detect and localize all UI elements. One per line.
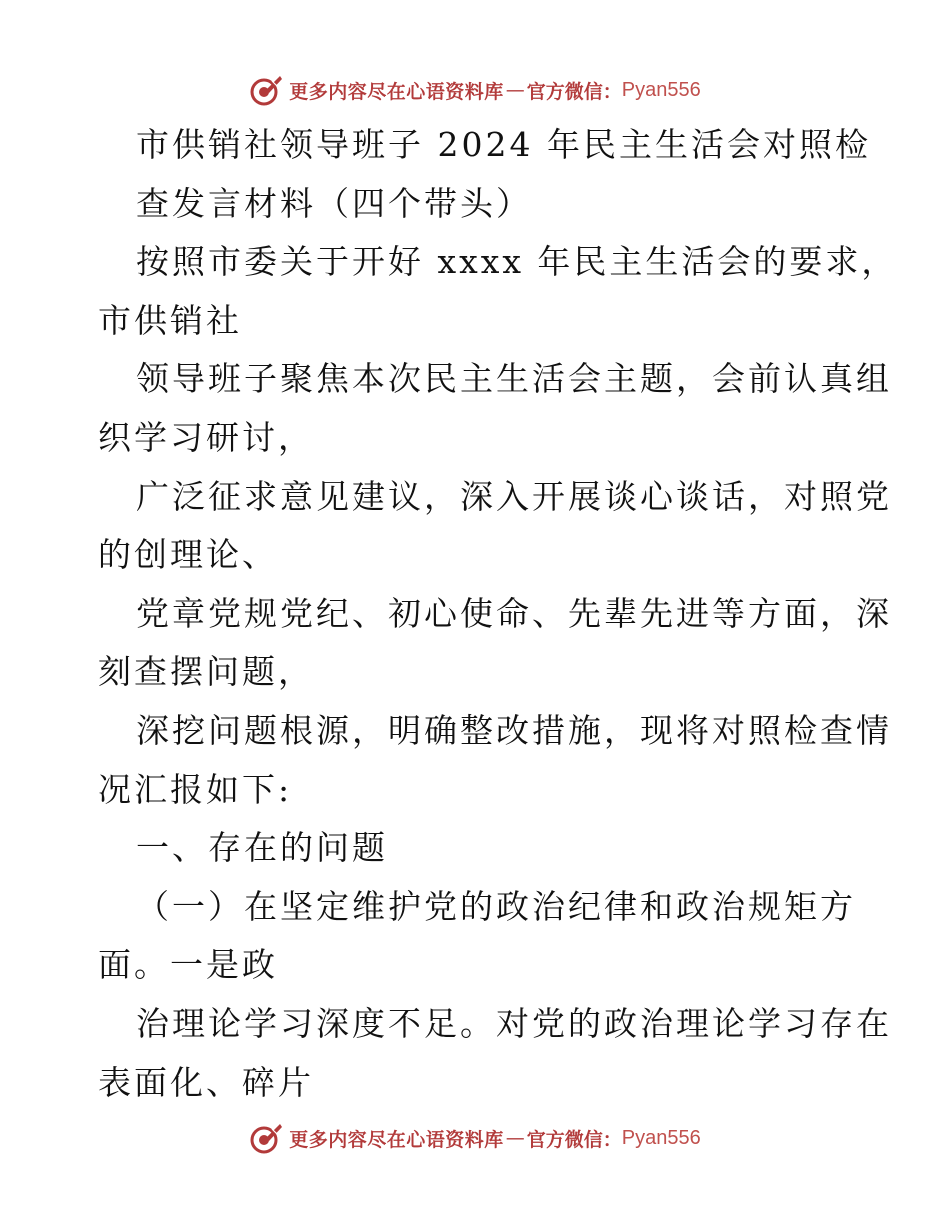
paragraph-line: 表面化、碎片 xyxy=(98,1062,314,1102)
subsection-heading: （一）在坚定维护党的政治纪律和政治规矩方 xyxy=(136,886,856,926)
document-body xyxy=(98,116,898,1112)
footer-watermark-banner xyxy=(0,1118,950,1158)
paragraph-line: 按照市委关于开好 xxxx 年民主生活会的要求， xyxy=(136,242,898,282)
quill-circle-icon xyxy=(249,1121,283,1155)
paragraph-line: 广泛征求意见建议，深入开展谈心谈话，对照党 xyxy=(136,476,892,516)
official-wechat-label: 官方微信： xyxy=(526,80,622,103)
paragraph-line: 织学习研讨， xyxy=(98,417,314,457)
paragraph-line: 领导班子聚焦本次民主生活会主题，会前认真组 xyxy=(136,359,892,399)
wechat-id: Pyan556 xyxy=(621,1126,701,1149)
doc-title-line-2: 查发言材料（四个带头） xyxy=(136,183,532,223)
wechat-id: Pyan556 xyxy=(621,78,701,101)
banner-dash: — xyxy=(505,79,525,101)
brand-text: 更多内容尽在心语资料库 xyxy=(289,1128,504,1151)
paragraph-line: 市供销社 xyxy=(98,300,242,340)
section-heading: 一、存在的问题 xyxy=(136,828,388,868)
paragraph-line: 面。一是政 xyxy=(98,945,278,985)
paragraph-line: 的创理论、 xyxy=(98,535,278,575)
paragraph-line: 刻查摆问题， xyxy=(98,652,314,692)
quill-circle-icon xyxy=(249,73,283,107)
header-watermark-banner xyxy=(0,70,950,110)
doc-title-line-1: 市供销社领导班子 2024 年民主生活会对照检 xyxy=(136,125,871,164)
brand-text: 更多内容尽在心语资料库 xyxy=(289,80,504,103)
paragraph-line: 治理论学习深度不足。对党的政治理论学习存在 xyxy=(136,1003,892,1043)
banner-dash: — xyxy=(505,1127,525,1149)
paragraph-line: 党章党规党纪、初心使命、先辈先进等方面，深 xyxy=(136,593,892,633)
paragraph-line: 深挖问题根源，明确整改措施，现将对照检查情 xyxy=(136,710,892,750)
paragraph-line: 况汇报如下: xyxy=(98,769,293,809)
official-wechat-label: 官方微信： xyxy=(526,1128,622,1151)
